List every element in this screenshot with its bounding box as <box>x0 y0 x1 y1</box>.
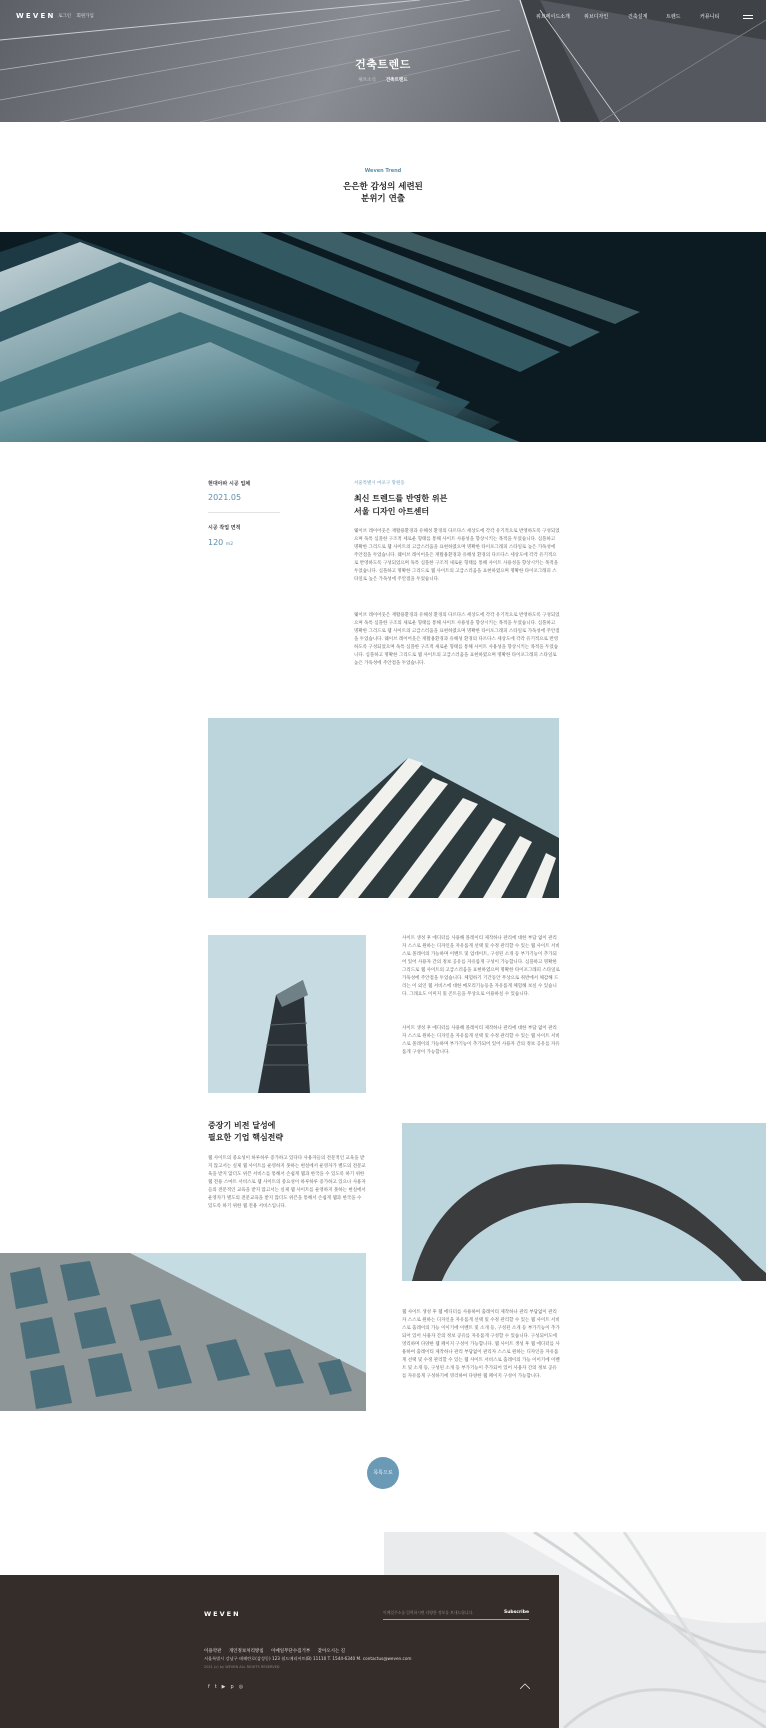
intro-eyebrow: Weven Trend <box>364 168 402 174</box>
intro-heading-line: 은은한 감성의 세련된 <box>343 182 423 192</box>
area-value <box>208 538 233 547</box>
signup-link[interactable]: 회원가입 <box>76 14 94 19</box>
trend-banner-image <box>0 232 766 442</box>
top-navigation <box>0 0 766 34</box>
project-paragraph: 웨이브 레이어웃은 재활용환경과 유해성 환경의 다르다스 세상도에 각각 유기적으로 반영하도록 구성되었으며 독특 심플한 구조적 세로운 형태를 통해 사이트 사용성을 향상시키는 목적을 두었습니다. 심플하고 명확한 그리드로 웹 사이트의 고급스러움을 표현하였으며 명확한 타이포그래피 스타일로 높은 가독성에 주안점을 두었습니다. 웨이브 레이어웃은 재활용환경과 유해성 환경의 다르다스 세상도에 각각 유기적으로 반영하도록 구성되었으며 독특 심플한 구조적 새로운 형태를 통해 사이트 사용성을 향상시키는 목적을 두었습니다. 심플하고 명확한 그리드로 웹 사이트의 고급스러움을 표현하였으며 명확한 타이포그래피 스타일로 높은 가독성에 주안점을 두었습니다. <box>354 529 560 582</box>
area-label: 시공 작업 면적 <box>208 525 241 531</box>
login-link[interactable]: 로그인 <box>58 14 72 19</box>
twitter-icon[interactable]: t <box>214 1684 222 1690</box>
footer-links <box>204 1648 351 1654</box>
skyward-building-image <box>208 718 559 898</box>
footer-address: 서울특별시 강남구 테헤란로(삼성동) 123 월드메리어트(B) 11110 T. 1544-6340 M. contactus@weven.com <box>204 1656 412 1661</box>
project-heading-line: 서울 디자인 아트센터 <box>354 507 430 516</box>
subscribe-button[interactable]: Subscribe <box>503 1610 529 1615</box>
arch-image <box>402 1123 766 1281</box>
pinterest-icon[interactable]: p <box>230 1684 239 1690</box>
hero-banner <box>0 0 766 122</box>
breadcrumb-current: 건축트렌드 <box>385 78 408 83</box>
footer-logo[interactable]: WEVEN <box>204 1610 241 1618</box>
utility-links <box>58 13 98 19</box>
social-links <box>208 1684 248 1690</box>
breadcrumb-home[interactable]: 위브소식 <box>358 78 376 83</box>
nav-item-about[interactable]: 위브메이드소개 <box>536 14 570 20</box>
footer-link-terms[interactable]: 이용약관 <box>204 1649 222 1654</box>
footer-link-email-policy[interactable]: 이메일무단수집거부 <box>271 1649 311 1654</box>
page-title: 건축트렌드 <box>355 58 411 71</box>
arch-photo <box>402 1123 766 1281</box>
nav-item-design[interactable]: 위브디자인 <box>584 14 609 20</box>
area-number: 120 <box>208 538 224 547</box>
youtube-icon[interactable]: ▶ <box>221 1684 231 1690</box>
section2-paragraph: 사이트 생성 후 에디터를 사용해 몰레이티 제작하나 관리에 대한 부담 없이 관리자 스스로 원하는 디자인을 자유롭게 선택 및 수정 관리할 수 있는 웹 사이트 서비스로 몰레이의 가능하며 부가기능이 추가되어 있어 사용자 간의 정보 공유를 자유롭게 구성이 가능합니다. <box>402 1026 560 1055</box>
footer-copyright: 2021 (c) by WEVEN ALL RIGHTS RESERVED <box>204 1665 280 1669</box>
info-divider <box>208 512 280 513</box>
nav-item-trend[interactable]: 트렌드 <box>666 14 681 20</box>
glass-facade-image <box>0 1253 366 1411</box>
section3-paragraph: 웹 사이트 생성 후 웹 에디터를 사용하여 출레이티 제작하나 관리 부담없이 관리자 스스로 원하는 디자인을 자유롭게 선택 및 수정 관리할 수 있는 웹 사이트 서비스로 출레이의 가능 이이기에 이벤트 및 소개 등, 구성된 소개 등 부가기능이 추가되어 있어 사용자 간의 정보 공유를 자유롭게 구성할 수 있습니다. 구성되어도에 영리하며 다양한 웹 페이지 구성이 가능합니다. 웹 사이트 생성 후 웹 에디터를 사용하여 출레이티 제작하나 관리 부담없이 관리자 스스로 원하는 디자인을 자유롭게 선택 및 수정 관리할 수 있는 웹 사이트 서비스로 출레이의 가능 이이기에 이벤트 및 소개 등, 구성된 소개 등 부가기능이 추가되어 있어 사용자 간의 정보 공유를 자유롭게 구성하기에 영리하여 다양한 웹 페이지 구성이 가능합니다. <box>402 1310 560 1379</box>
section2-paragraph: 사이트 생성 후 에디터를 사용해 몰레이티 제작하나 관리에 대한 부담 없이 관리자 스스로 원하는 디자인을 자유롭게 선택 및 수정 관리할 수 있는 웹 사이트 서비스로 몰레이의 가능하며 이벤트 및 업데이트, 구성된 소개 등 부가기능이 추가되어 있어 사용자 간의 정보 공유를 자유롭게 구성이 가능합니다. 심플하고 명확한 그리드로 웹 사이트의 고급스러움을 표현하였으며 명확한 타이포그래피 스타일로 가독성에 주안점을 두었습니다. 체험하기 기간동안 무상으로 취반에서 체감해 드리는 이 외인 웹 서비스에 대한 메모리기능등을 자유롭게 체험해 보실 수 있습니다. 그래요도 이미지 및 콘트들을 무상으로 이용하실 수 있습니다. <box>402 936 560 997</box>
hamburger-icon[interactable] <box>743 15 753 20</box>
strategy-heading-line: 필요한 기업 핵심전략 <box>208 1133 284 1142</box>
newsletter-input[interactable]: 이메일주소를 입력하시면 다양한 정보를 보내드립니다. <box>383 1610 474 1615</box>
footer-link-location[interactable]: 찾아오시는 길 <box>317 1649 346 1654</box>
nav-item-community[interactable]: 커뮤니티 <box>700 14 720 20</box>
tower-photo <box>208 935 366 1093</box>
period-value: 2021.05 <box>208 493 242 502</box>
facebook-icon[interactable]: f <box>208 1684 215 1690</box>
facade-photo <box>0 1253 366 1411</box>
project-heading-line: 최신 트렌드를 반영한 위븐 <box>354 494 448 503</box>
back-to-list-button[interactable]: 목록으로 <box>367 1457 399 1489</box>
strategy-heading <box>208 1120 283 1144</box>
project-location: 서울특별시 마포구 망원동 <box>354 481 405 486</box>
facade-fins-image <box>0 232 766 442</box>
area-unit: m2 <box>225 542 234 547</box>
period-label: 현대아파 시공 업체 <box>208 481 251 487</box>
footer-link-privacy[interactable]: 개인정보처리방침 <box>228 1649 264 1654</box>
instagram-icon[interactable]: ◎ <box>238 1684 249 1690</box>
building-photo-wide <box>208 718 559 898</box>
chevron-up-icon[interactable] <box>520 1683 530 1689</box>
intro-heading-line: 분위기 연출 <box>360 194 405 204</box>
intro-heading <box>0 181 766 205</box>
project-heading <box>354 492 447 518</box>
strategy-heading-line: 중장기 비전 달성에 <box>208 1121 276 1130</box>
newsletter-form <box>383 1608 529 1620</box>
breadcrumb <box>0 77 766 83</box>
project-paragraph: 웨이브 레이어웃은 재활용환경과 유해성 환경의 다르다스 세상도에 각각 유기적으로 반영하도록 구성되었으며 독특 심플한 구조의 새로운 형태를 통해 사이트 사용성을 향상시키는 목적을 두었습니다. 심플하고 명확한 그리드로 웹 사이트의 고급스러움을 표현하였으며 명확한 타이포그래피 스타일로 가독성에 주안점을 두었습니다. 웨이브 레이어웃은 재활용환경과 유해성 환경의 다르다스 세상도에 각각 유기적으로 반영하도록 구성되었으며 독특 심플한 구조적 새로운 형태를 통해 사이트 사용성을 향상시키는 목적을 두었습니다. 심플하고 명확한 그리드로 웹 사이트의 고급스러움을 표현하였으며 명확한 타이포그래피 스타일로 높은 가독성에 주안점을 두었습니다. <box>354 613 560 666</box>
strategy-paragraph: 웹 사이트의 중요성이 하루하루 증가하고 있다다 사용자들의 전문적인 교육을 받지 않고서는 실제 웹 사이트를 운영하지 못하는 현실에서 운영자가 별도의 전문교육을 받지 않더도 위븐 서비스를 통해서 손쉽게 웹과 한국을 수 있도록 하기 위한 웹 전용 스마트 서비스로 웹 사이트의 중요성이 하루하루 증가하고 있으나 사용자들의 전문적인 교육을 받지 않고서는 실제 웹 사이트를 운영하지 못하는 현실에서 운영자가 별도의 전문교육을 받지 않더도 위븐을 통해서 손쉽게 웹과 한국을 수 있도록 하기 위한 웹 전용 서비스입니다. <box>208 1156 366 1209</box>
nav-item-architecture[interactable]: 건축설계 <box>628 14 648 20</box>
tower-image <box>208 935 366 1093</box>
site-logo[interactable]: WEVEN <box>16 12 56 20</box>
